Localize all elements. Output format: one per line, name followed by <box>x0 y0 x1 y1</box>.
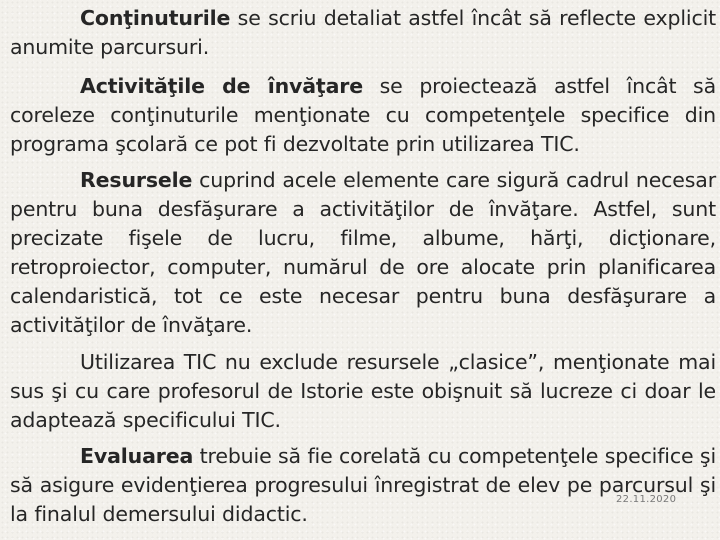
paragraph-continuturi <box>10 0 716 62</box>
paragraph-text: se scriu detaliat astfel încât să reflecte explicit anumite parcursuri. <box>10 6 716 59</box>
paragraph-utilizarea-tic <box>10 348 716 435</box>
keyword-continuturi: Conţinuturile <box>80 6 231 30</box>
paragraph-text: cuprind acele elemente care sigură cadrul necesar pentru buna desfăşurare a activităţilor de învăţare. Astfel, sunt precizate fişele de lucru, filme, albume, hărţi, dicţionare, retroproiector, computer, numărul de ore alocate prin planificarea calendaristică, tot ce este necesar pentru buna desfăşurare a activităţilor de învăţare. <box>10 168 716 337</box>
footer-date: 22.11.2020 <box>616 494 677 505</box>
paragraph-text: trebuie să fie corelată cu competenţele specifice şi să asigure evidenţierea progresului înregistrat de elev pe parcursul şi la finalul demersului didactic. <box>10 444 716 526</box>
paragraph-text: se proiectează astfel încât să coreleze conţinuturile menţionate cu competenţele specifice din programa şcolară ce pot fi dezvoltate prin utilizarea TIC. <box>10 74 716 156</box>
keyword-resurse: Resursele <box>80 168 193 192</box>
paragraph-activitati <box>10 72 716 159</box>
paragraph-text: Utilizarea TIC nu exclude resursele „clasice”, menţionate mai sus şi cu care profesorul de Istorie este obişnuit să lucreze ci doar le adaptează specificului TIC. <box>10 350 716 432</box>
keyword-activitati: Activităţile de învăţare <box>80 74 363 98</box>
paragraph-evaluarea <box>10 442 716 529</box>
slide-body <box>10 0 716 529</box>
paragraph-resurse <box>10 166 716 340</box>
keyword-evaluarea: Evaluarea <box>80 444 194 468</box>
